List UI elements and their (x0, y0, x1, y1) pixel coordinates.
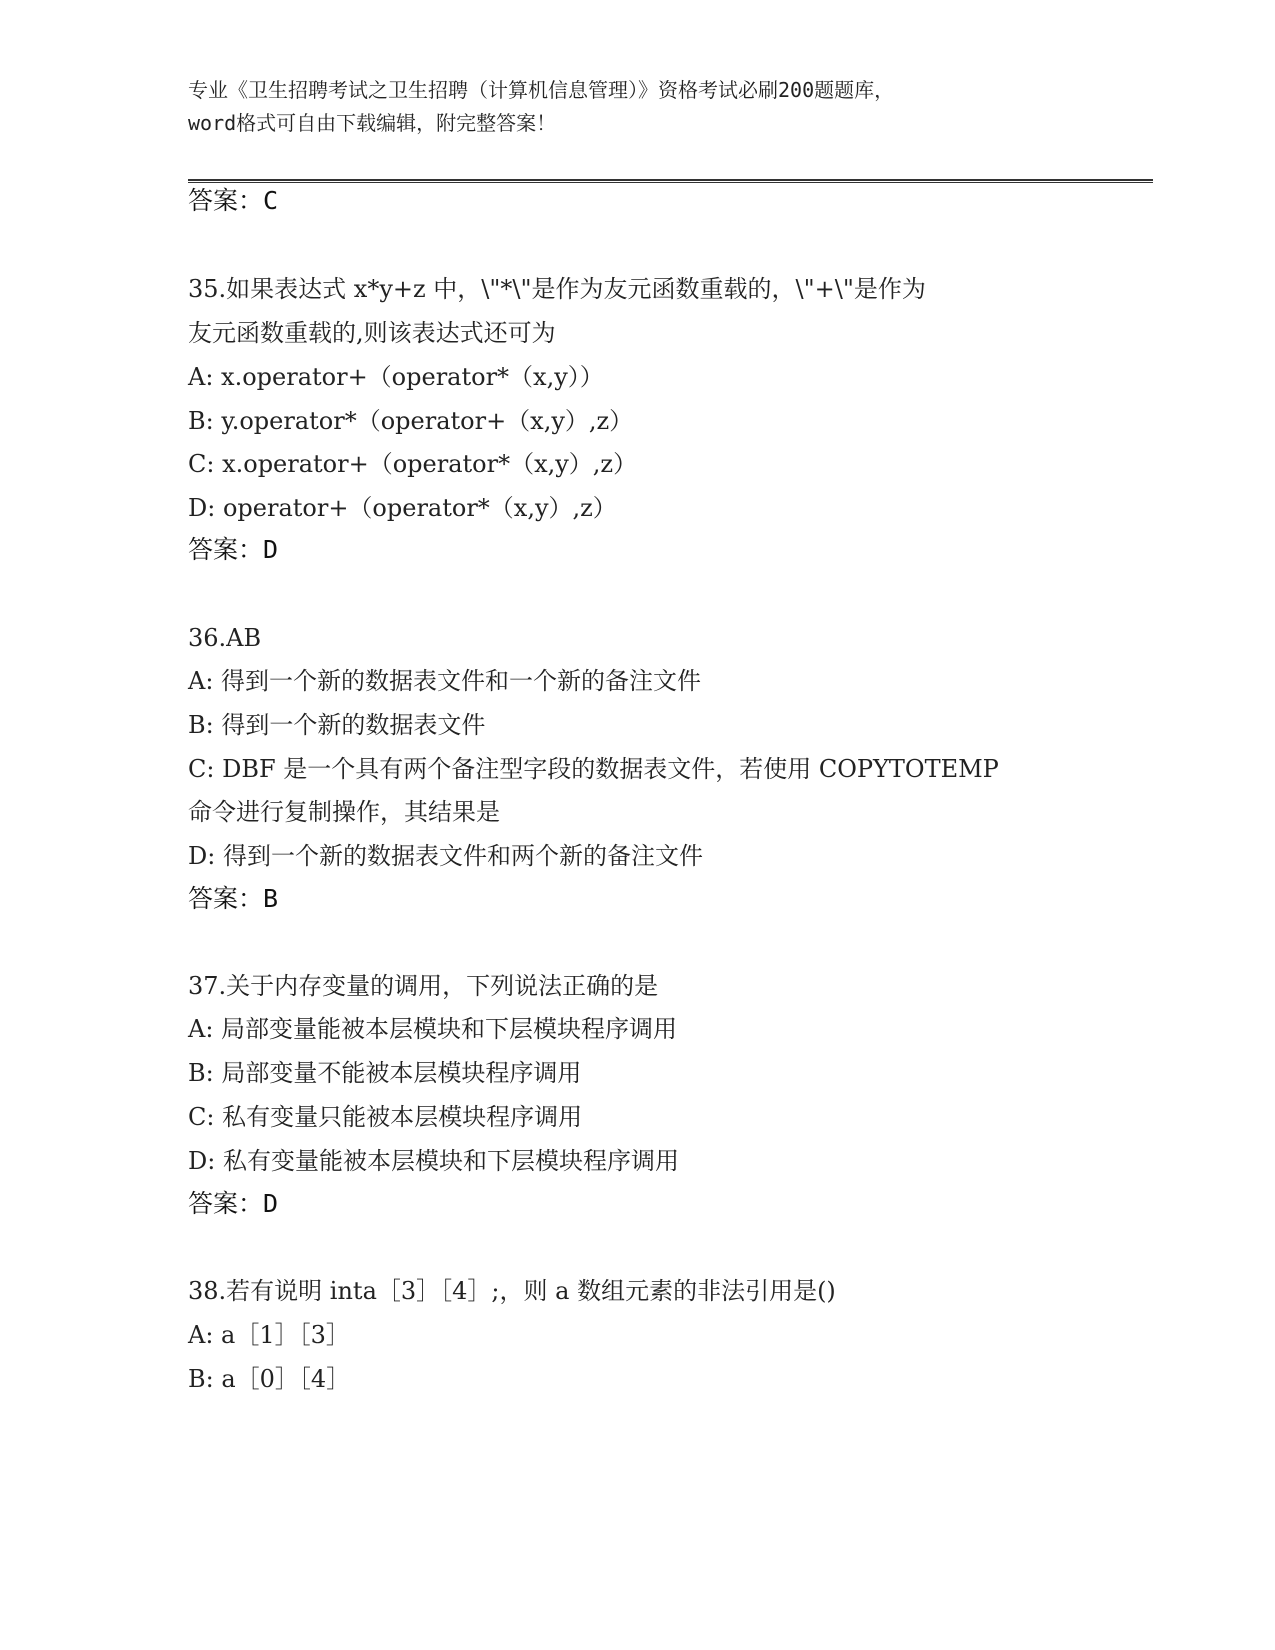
header-divider (188, 179, 1153, 183)
question-36-answer: 答案：B (188, 884, 279, 913)
question-37-option-a: A: 局部变量能被本层模块和下层模块程序调用 (188, 1015, 678, 1043)
header-title-line-1: 专业《卫生招聘考试之卫生招聘（计算机信息管理）》资格考试必刷200题题库， (188, 78, 895, 102)
question-37-option-c: C: 私有变量只能被本层模块程序调用 (188, 1103, 583, 1131)
question-35-stem-line-1: 35.如果表达式 x*y+z 中，\"*\"是作为友元函数重载的，\"+\"是作为 (188, 275, 926, 303)
question-36-stem: 36.AB (188, 624, 262, 652)
question-35-stem-line-2: 友元函数重载的,则该表达式还可为 (188, 319, 556, 347)
question-37-answer: 答案：D (188, 1189, 279, 1218)
question-38-option-a: A: a［1］［3］ (188, 1321, 350, 1349)
document-header (188, 74, 1088, 140)
header-title-line-2: word格式可自由下载编辑，附完整答案！ (188, 111, 557, 135)
question-38-stem: 38.若有说明 inta［3］［4］;，则 a 数组元素的非法引用是() (188, 1277, 836, 1305)
question-35-option-d: D: operator+（operator*（x,y）,z） (188, 494, 617, 522)
question-35-option-c: C: x.operator+（operator*（x,y）,z） (188, 450, 638, 478)
question-36-option-a: A: 得到一个新的数据表文件和一个新的备注文件 (188, 667, 702, 695)
question-37-stem: 37.关于内存变量的调用，下列说法正确的是 (188, 972, 659, 1000)
question-36-option-c-line-2: 命令进行复制操作，其结果是 (188, 798, 500, 826)
question-36-option-d: D: 得到一个新的数据表文件和两个新的备注文件 (188, 842, 703, 870)
question-35-option-b: B: y.operator*（operator+（x,y）,z） (188, 407, 634, 435)
question-37-option-b: B: 局部变量不能被本层模块程序调用 (188, 1059, 582, 1087)
previous-question-answer: 答案：C (188, 186, 279, 215)
question-35-option-a: A: x.operator+（operator*（x,y）） (188, 363, 604, 391)
question-35-answer: 答案：D (188, 535, 279, 564)
question-37-option-d: D: 私有变量能被本层模块和下层模块程序调用 (188, 1147, 679, 1175)
question-36-option-c-line-1: C: DBF 是一个具有两个备注型字段的数据表文件，若使用 COPYTOTEMP (188, 755, 999, 783)
question-36-option-b: B: 得到一个新的数据表文件 (188, 711, 486, 739)
question-38-option-b: B: a［0］［4］ (188, 1365, 351, 1393)
